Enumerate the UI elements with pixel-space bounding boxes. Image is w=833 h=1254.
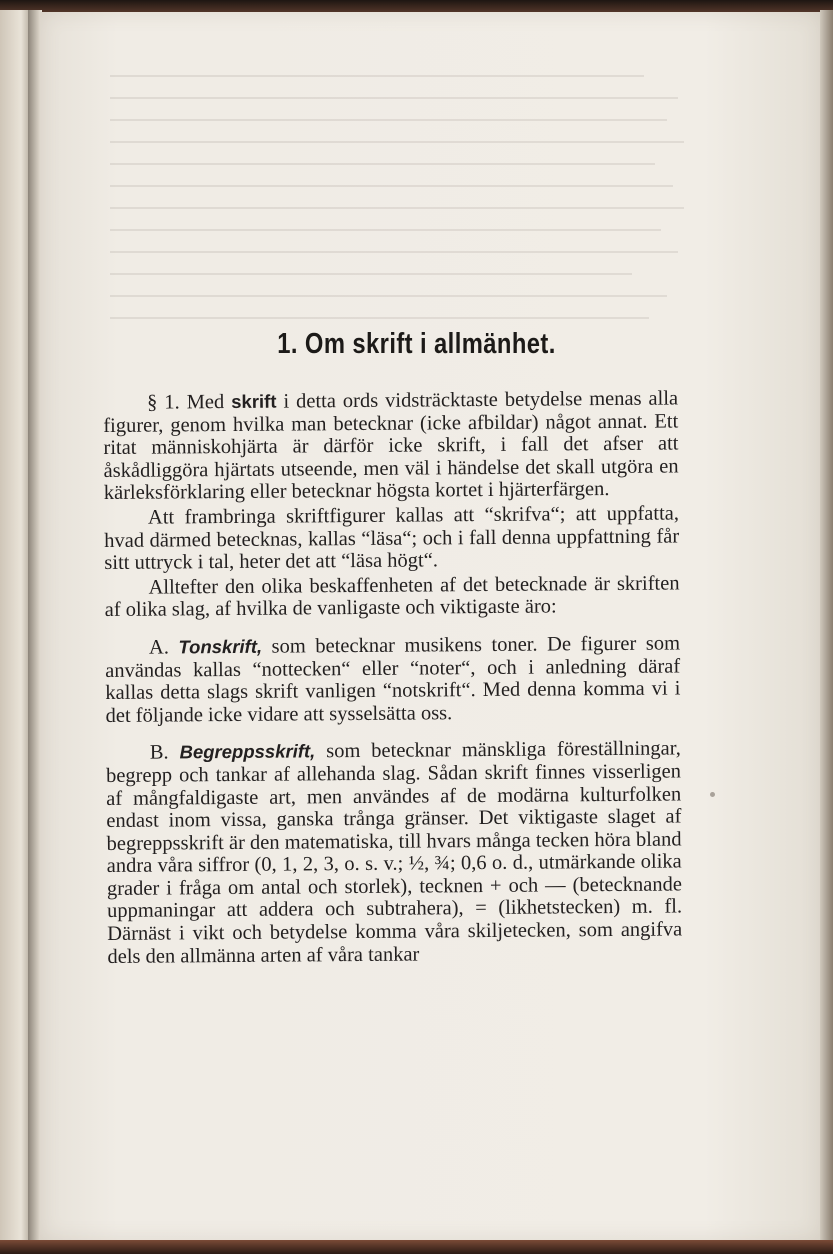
body-text [103, 387, 683, 968]
right-page-edge [820, 10, 833, 1242]
paragraph-section-b [106, 738, 683, 968]
section-1-text: i detta ords vidsträcktaste betydelse menas alla figurer, genom hvilka man betecknar (icke afbildar) något annat. Ett ritat människohjärta är därför icke skrift, i fall det afser att åskådliggöra hjärtats utseende, men väl i händelse det skall utgöra en kärleksförklaring eller betecknar högsta kortet i hjärterfärgen. [103, 387, 679, 505]
keyword-begreppsskrift: Begreppsskrift, [179, 740, 316, 763]
left-page-edge [0, 10, 30, 1242]
fraction-half: ½ [408, 852, 425, 875]
fraction-three-quarters: ¾ [434, 852, 450, 875]
section-mark: § 1. [146, 391, 180, 414]
book-cover-bottom [0, 1240, 833, 1254]
section-b-mark: B. [149, 741, 169, 764]
section-1-lead: Med [186, 391, 225, 414]
ink-speck [710, 792, 715, 797]
section-b-text-2: ; 0,6 o. d., utmärkande olika grader i fråga om antal och storlek), tecknen + och — (betecknande uppmaningar att addera och subtrahera), = (likhetstecken) m. fl. Därnäst i vikt och betydelse komma våra skiljetecken, som angifva dels den allmänna arten af våra tankar [106, 850, 683, 968]
section-b-text-1: som betecknar mänskliga föreställningar, begrepp och tankar af allehanda slag. Sådan skrift finnes visserligen af mångfaldigaste art, men användes af de modärna kulturfolken endast inom vissa, ganska trånga gränser. Det viktigaste slaget af begreppsskrift är den matematiska, till hvars många tecken höra bland andra våra siffror (0, 1, 2, 3, o. s. v.; [105, 737, 682, 878]
section-a-text: som betecknar musikens toner. De figurer som användas kallas “nottecken“ eller “noter“, och i anledning däraf kallas detta slags skrift vanligen “notskrift“. Med denna komma vi i det följande icke vidare att sysselsätta oss. [105, 632, 681, 727]
chapter-title: 1. Om skrift i allmänhet. [277, 328, 556, 360]
fraction-separator: , [423, 852, 430, 875]
paragraph-att: Att frambringa skriftfigurer kallas att “skrifva“; att uppfatta, hvad därmed betecknas, kallas “läsa“; och i fall denna uppfattning får sitt uttryck i tal, heter det att “läsa högt“. [104, 502, 680, 575]
paragraph-alltefter: Alltefter den olika beskaffenheten af det betecknade är skriften af olika slag, af hvilka de vanligaste och viktigaste äro: [104, 572, 680, 622]
paragraph-section-1 [103, 387, 679, 504]
keyword-tonskrift: Tonskrift, [178, 635, 263, 658]
paragraph-section-a [105, 632, 681, 727]
section-a-mark: A. [148, 636, 170, 659]
keyword-skrift: skrift [231, 390, 277, 412]
